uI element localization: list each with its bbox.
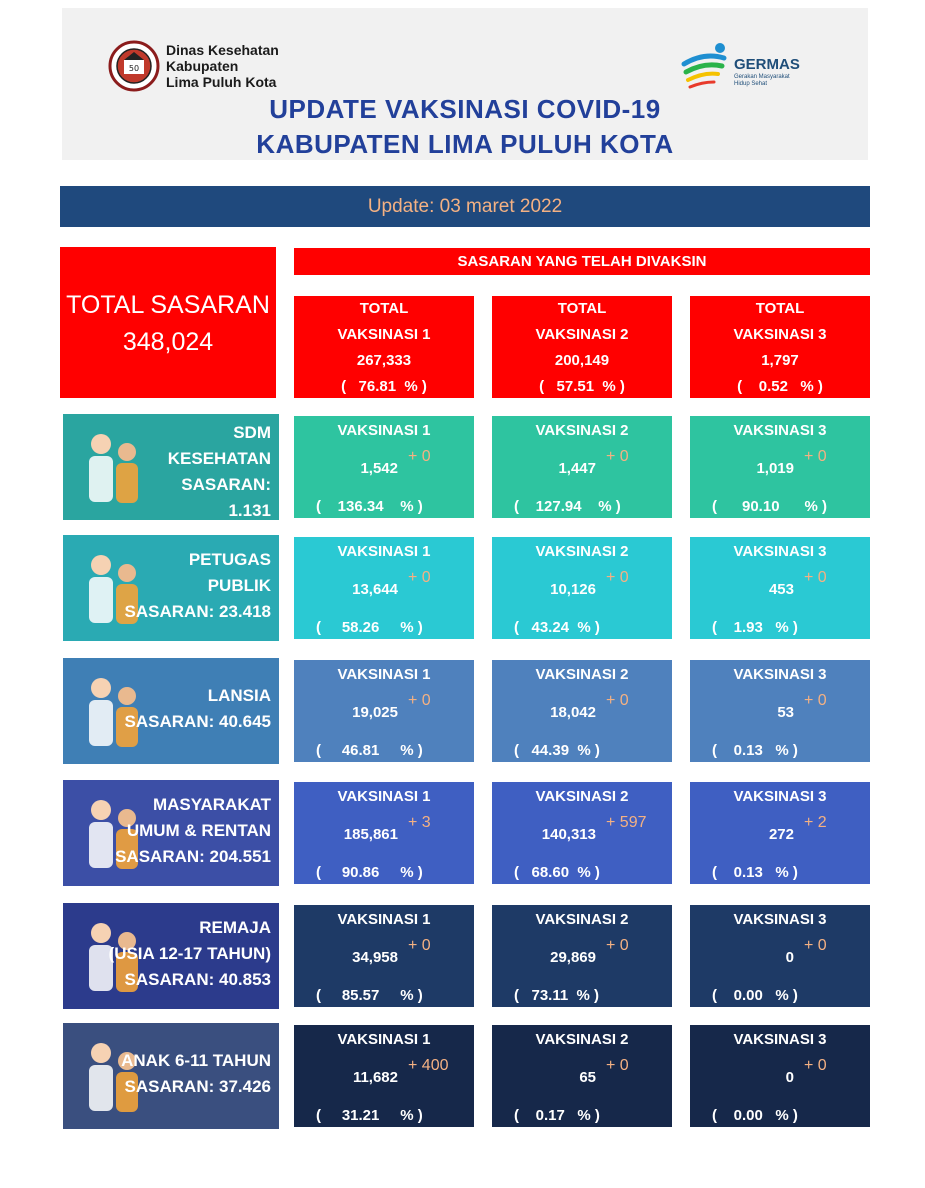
vaksinasi-percent: ( 0.00 % ) [712,987,798,1004]
vaksinasi-percent: ( 90.86 % ) [316,864,423,881]
vaksinasi-value: 0 [785,949,794,966]
total-sasaran-label: TOTAL SASARAN [66,291,270,319]
total-card-title: TOTAL [755,300,805,317]
category-label-line: SASARAN: 40.853 [124,970,271,989]
category-label-line: PETUGAS [188,550,271,569]
vaksinasi-label: VAKSINASI 3 [733,1031,827,1048]
total-card-label: VAKSINASI 1 [337,326,431,343]
vaksinasi-percent: ( 90.10 % ) [712,498,828,515]
total-card-value: 200,149 [554,352,610,369]
vaksinasi-3-card-masyarakat-umum [690,782,870,884]
category-image-petugas-publik [63,535,279,641]
vaksinasi-percent: ( 0.13 % ) [712,864,798,881]
category-label-line: 1.131 [228,501,271,520]
vaksinasi-percent: ( 58.26 % ) [316,619,423,636]
daily-increment: + 0 [606,1057,629,1074]
category-label-line: (USIA 12-17 TAHUN) [108,944,271,963]
category-image-anak [63,1023,279,1129]
vaksinasi-1-card-masyarakat-umum [294,782,474,884]
daily-increment: + 0 [606,448,629,465]
vaksinasi-3-card-sdm-kesehatan [690,416,870,518]
daily-increment: + 0 [606,937,629,954]
category-label-line: SASARAN: [181,475,271,494]
vaksinasi-label: VAKSINASI 2 [535,422,629,439]
daily-increment: + 0 [804,569,827,586]
vaksinasi-1-card-remaja [294,905,474,1007]
daily-increment: + 0 [606,569,629,586]
vaksinasi-2-card-petugas-publik [492,537,672,639]
vaksinasi-percent: ( 0.17 % ) [514,1107,600,1124]
vaksinasi-percent: ( 68.60 % ) [514,864,600,881]
vaksinasi-3-card-remaja [690,905,870,1007]
vaksinasi-value: 53 [777,704,794,721]
vaksinasi-value: 140,313 [541,826,596,843]
vaksinasi-value: 453 [768,581,794,598]
vaksinasi-3-card-petugas-publik [690,537,870,639]
vaksinasi-percent: ( 1.93 % ) [712,619,798,636]
category-label-line: SASARAN: 40.645 [124,712,271,731]
category-label-line: ANAK 6-11 TAHUN [121,1051,271,1070]
total-card-title: TOTAL [359,300,409,317]
vaksinasi-label: VAKSINASI 3 [733,788,827,805]
vaksinasi-label: VAKSINASI 1 [337,422,431,439]
page-title-line1: UPDATE VAKSINASI COVID-19 [269,94,661,124]
category-label-line: SASARAN: 37.426 [124,1077,271,1096]
category-label-line: MASYARAKAT [152,795,271,814]
vaksinasi-label: VAKSINASI 3 [733,543,827,560]
category-label [125,547,271,625]
vaksinasi-3-card-lansia [690,660,870,762]
daily-increment: + 0 [804,692,827,709]
daily-increment: + 0 [408,569,431,586]
org-line1: Dinas Kesehatan [166,42,279,58]
vaksinasi-label: VAKSINASI 2 [535,911,629,928]
category-label-line: SDM [233,423,271,442]
daily-increment: + 0 [408,692,431,709]
germas-name: GERMAS [734,56,800,73]
vaksinasi-label: VAKSINASI 1 [337,788,431,805]
total-card-percent: ( 0.52 % ) [737,378,823,395]
vaksinasi-label: VAKSINASI 1 [337,911,431,928]
category-label [121,1048,271,1100]
vaksinasi-value: 13,644 [352,581,398,598]
vaksinasi-percent: ( 136.34 % ) [316,498,423,515]
vaksinasi-1-card-lansia [294,660,474,762]
category-label [115,792,271,870]
total-card-percent: ( 76.81 % ) [341,378,427,395]
germas-logo [680,42,734,90]
daily-increment: + 597 [606,814,647,831]
vaksinasi-percent: ( 0.13 % ) [712,742,798,759]
vaksinasi-label: VAKSINASI 2 [535,788,629,805]
vaksinasi-label: VAKSINASI 2 [535,1031,629,1048]
vaksinasi-percent: ( 127.94 % ) [514,498,621,515]
vaksinasi-value: 1,019 [756,460,794,477]
vaksinasi-value: 10,126 [550,581,596,598]
vaksinasi-2-card-lansia [492,660,672,762]
vaksinasi-percent: ( 85.57 % ) [316,987,423,1004]
vaksinasi-value: 1,542 [360,460,398,477]
daily-increment: + 0 [606,692,629,709]
vaksinasi-value: 185,861 [343,826,398,843]
vaksinasi-2-card-sdm-kesehatan [492,416,672,518]
category-label-line: PUBLIK [207,576,271,595]
vaksinasi-2-card-masyarakat-umum [492,782,672,884]
daily-increment: + 0 [804,1057,827,1074]
category-image-lansia [63,658,279,764]
category-image-sdm-kesehatan [63,414,279,520]
vaksinasi-1-card-petugas-publik [294,537,474,639]
category-image-remaja [63,903,279,1009]
vaksinasi-percent: ( 44.39 % ) [514,742,600,759]
total-card-label: VAKSINASI 3 [733,326,827,343]
daily-increment: + 0 [408,448,431,465]
total-card-percent: ( 57.51 % ) [539,378,625,395]
total-sasaran-value: 348,024 [122,328,214,356]
category-image-masyarakat-umum [63,780,279,886]
dinas-kesehatan-logo [108,40,160,92]
daily-increment: + 0 [804,448,827,465]
vaksinasi-label: VAKSINASI 3 [733,666,827,683]
vaksinasi-2-card-anak [492,1025,672,1127]
vaksinasi-label: VAKSINASI 3 [733,911,827,928]
category-label-line: LANSIA [207,686,271,705]
total-card-value: 1,797 [761,352,799,369]
org-name [166,42,326,90]
vaksinasi-1-card-anak [294,1025,474,1127]
vaksinasi-value: 19,025 [352,704,398,721]
daily-increment: + 0 [408,937,431,954]
vaksinasi-percent: ( 73.11 % ) [514,987,600,1004]
vaksinasi-label: VAKSINASI 3 [733,422,827,439]
org-line3: Lima Puluh Kota [166,74,277,90]
vaksinasi-label: VAKSINASI 1 [337,543,431,560]
svg-text:50: 50 [128,64,140,73]
sasaran-divaksin-header: SASARAN YANG TELAH DIVAKSIN [294,248,870,275]
vaksinasi-3-card-anak [690,1025,870,1127]
vaksinasi-label: VAKSINASI 2 [535,543,629,560]
germas-sub2: Hidup Sehat [734,81,768,87]
total-vaksinasi-3-card [690,296,870,398]
vaksinasi-percent: ( 43.24 % ) [514,619,600,636]
vaksinasi-2-card-remaja [492,905,672,1007]
category-label [125,683,271,735]
org-line2: Kabupaten [166,58,239,74]
category-label [168,420,271,520]
category-label [109,915,271,993]
vaksinasi-value: 1,447 [558,460,596,477]
total-card-title: TOTAL [557,300,607,317]
vaksinasi-percent: ( 46.81 % ) [316,742,423,759]
vaksinasi-value: 18,042 [550,704,596,721]
total-vaksinasi-1-card [294,296,474,398]
daily-increment: + 3 [408,814,431,831]
vaksinasi-value: 34,958 [352,949,398,966]
total-sasaran-box [60,247,276,398]
vaksinasi-label: VAKSINASI 1 [337,666,431,683]
vaksinasi-1-card-sdm-kesehatan [294,416,474,518]
daily-increment: + 2 [804,814,827,831]
category-label-line: UMUM & RENTAN [126,821,271,840]
vaksinasi-value: 65 [579,1069,596,1086]
daily-increment: + 400 [408,1057,449,1074]
category-label-line: KESEHATAN [167,449,271,468]
page-title-line2: KABUPATEN LIMA PULUH KOTA [256,129,674,159]
vaksinasi-value: 272 [768,826,794,843]
daily-increment: + 0 [804,937,827,954]
vaksinasi-label: VAKSINASI 1 [337,1031,431,1048]
total-card-label: VAKSINASI 2 [535,326,629,343]
vaksinasi-value: 11,682 [352,1069,398,1086]
update-date-bar: Update: 03 maret 2022 [60,186,870,227]
category-label-line: SASARAN: 204.551 [115,847,271,866]
vaksinasi-percent: ( 31.21 % ) [316,1107,423,1124]
vaksinasi-label: VAKSINASI 2 [535,666,629,683]
category-label-line: SASARAN: 23.418 [124,602,271,621]
germas-sub1: Gerakan Masyarakat [734,74,790,80]
total-vaksinasi-2-card [492,296,672,398]
vaksinasi-value: 0 [785,1069,794,1086]
vaksinasi-percent: ( 0.00 % ) [712,1107,798,1124]
category-label-line: REMAJA [199,918,271,937]
germas-subtitle [734,74,804,88]
vaksinasi-value: 29,869 [550,949,596,966]
total-card-value: 267,333 [356,352,412,369]
